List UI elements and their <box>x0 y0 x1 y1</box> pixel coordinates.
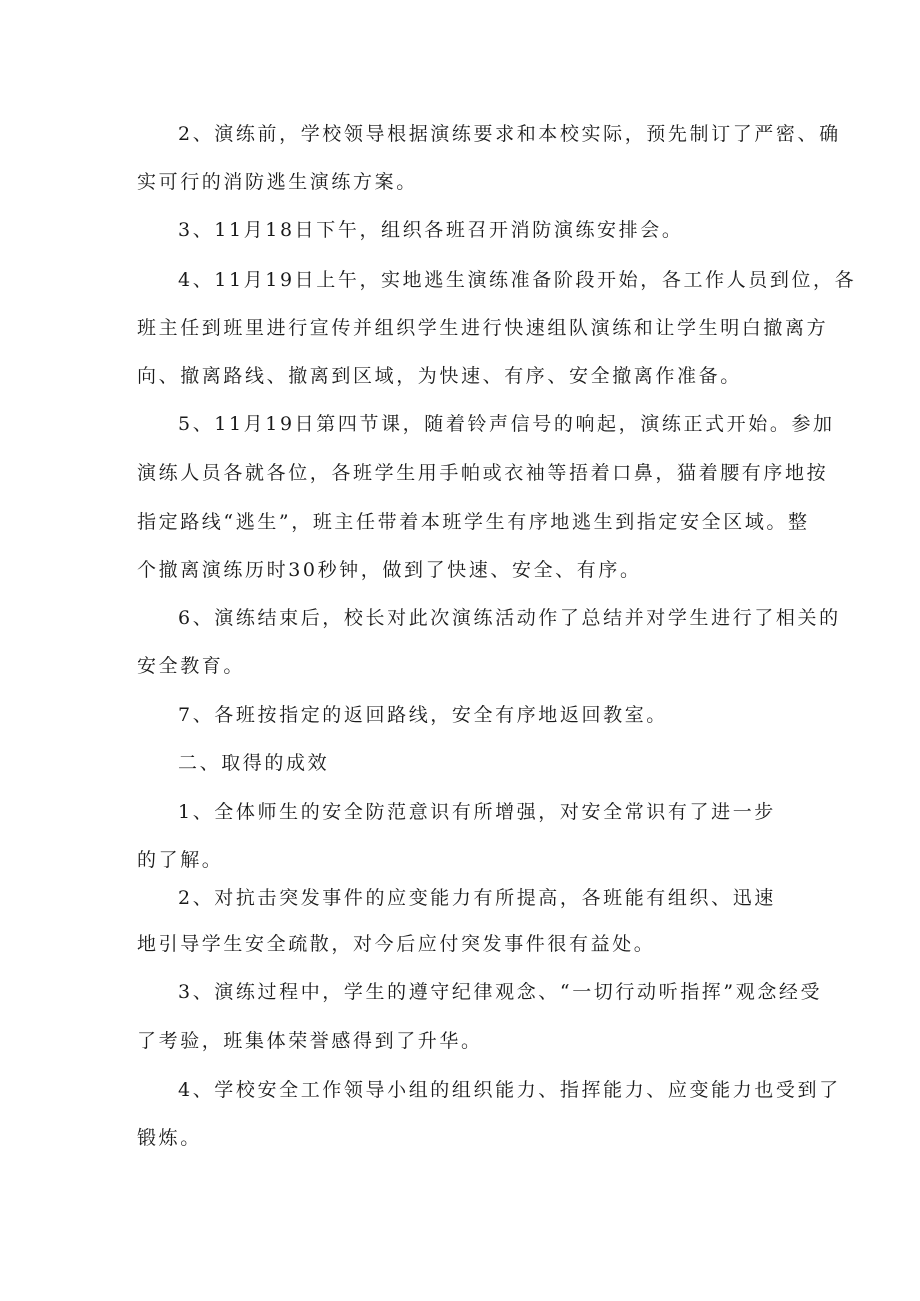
paragraph-4-line-1: 4、11月19日上午，实地逃生演练准备阶段开始，各工作人员到位，各 <box>178 269 857 291</box>
paragraph-2-line-2: 实可行的消防逃生演练方案。 <box>137 171 418 193</box>
result-1-line-1: 1、全体师生的安全防范意识有所增强，对安全常识有了进一步 <box>178 801 776 823</box>
paragraph-5-line-1: 5、11月19日第四节课，随着铃声信号的响起，演练正式开始。参加 <box>178 413 835 435</box>
result-1-line-2: 的了解。 <box>137 849 224 871</box>
paragraph-5-line-2: 演练人员各就各位，各班学生用手帕或衣袖等捂着口鼻，猫着腰有序地按 <box>137 462 829 484</box>
paragraph-6-line-1: 6、演练结束后，校长对此次演练活动作了总结并对学生进行了相关的 <box>178 607 841 629</box>
result-4-line-1: 4、学校安全工作领导小组的组织能力、指挥能力、应变能力也受到了 <box>178 1079 841 1101</box>
paragraph-3-line-1: 3、11月18日下午，组织各班召开消防演练安排会。 <box>178 219 684 241</box>
paragraph-5-line-4: 个撤离演练历时30秒钟，做到了快速、安全、有序。 <box>137 559 642 581</box>
result-4-line-2: 锻炼。 <box>137 1127 202 1149</box>
paragraph-7-line-1: 7、各班按指定的返回路线，安全有序地返回教室。 <box>178 704 668 726</box>
result-2-line-1: 2、对抗击突发事件的应变能力有所提高，各班能有组织、迅速 <box>178 887 776 909</box>
section-heading: 二、取得的成效 <box>178 752 330 774</box>
paragraph-6-line-2: 安全教育。 <box>137 655 246 677</box>
paragraph-2-line-1: 2、演练前，学校领导根据演练要求和本校实际，预先制订了严密、确 <box>178 123 841 145</box>
paragraph-5-line-3: 指定路线“逃生”，班主任带着本班学生有序地逃生到指定安全区域。整 <box>137 511 810 533</box>
result-2-line-2: 地引导学生安全疏散，对今后应付突发事件很有益处。 <box>137 933 656 955</box>
paragraph-4-line-2: 班主任到班里进行宣传并组织学生进行快速组队演练和让学生明白撤离方 <box>137 317 829 339</box>
paragraph-4-line-3: 向、撤离路线、撤离到区域，为快速、有序、安全撤离作准备。 <box>137 365 742 387</box>
result-3-line-1: 3、演练过程中，学生的遵守纪律观念、“一切行动听指挥”观念经受 <box>178 981 823 1003</box>
result-3-line-2: 了考验，班集体荣誉感得到了升华。 <box>137 1030 483 1052</box>
